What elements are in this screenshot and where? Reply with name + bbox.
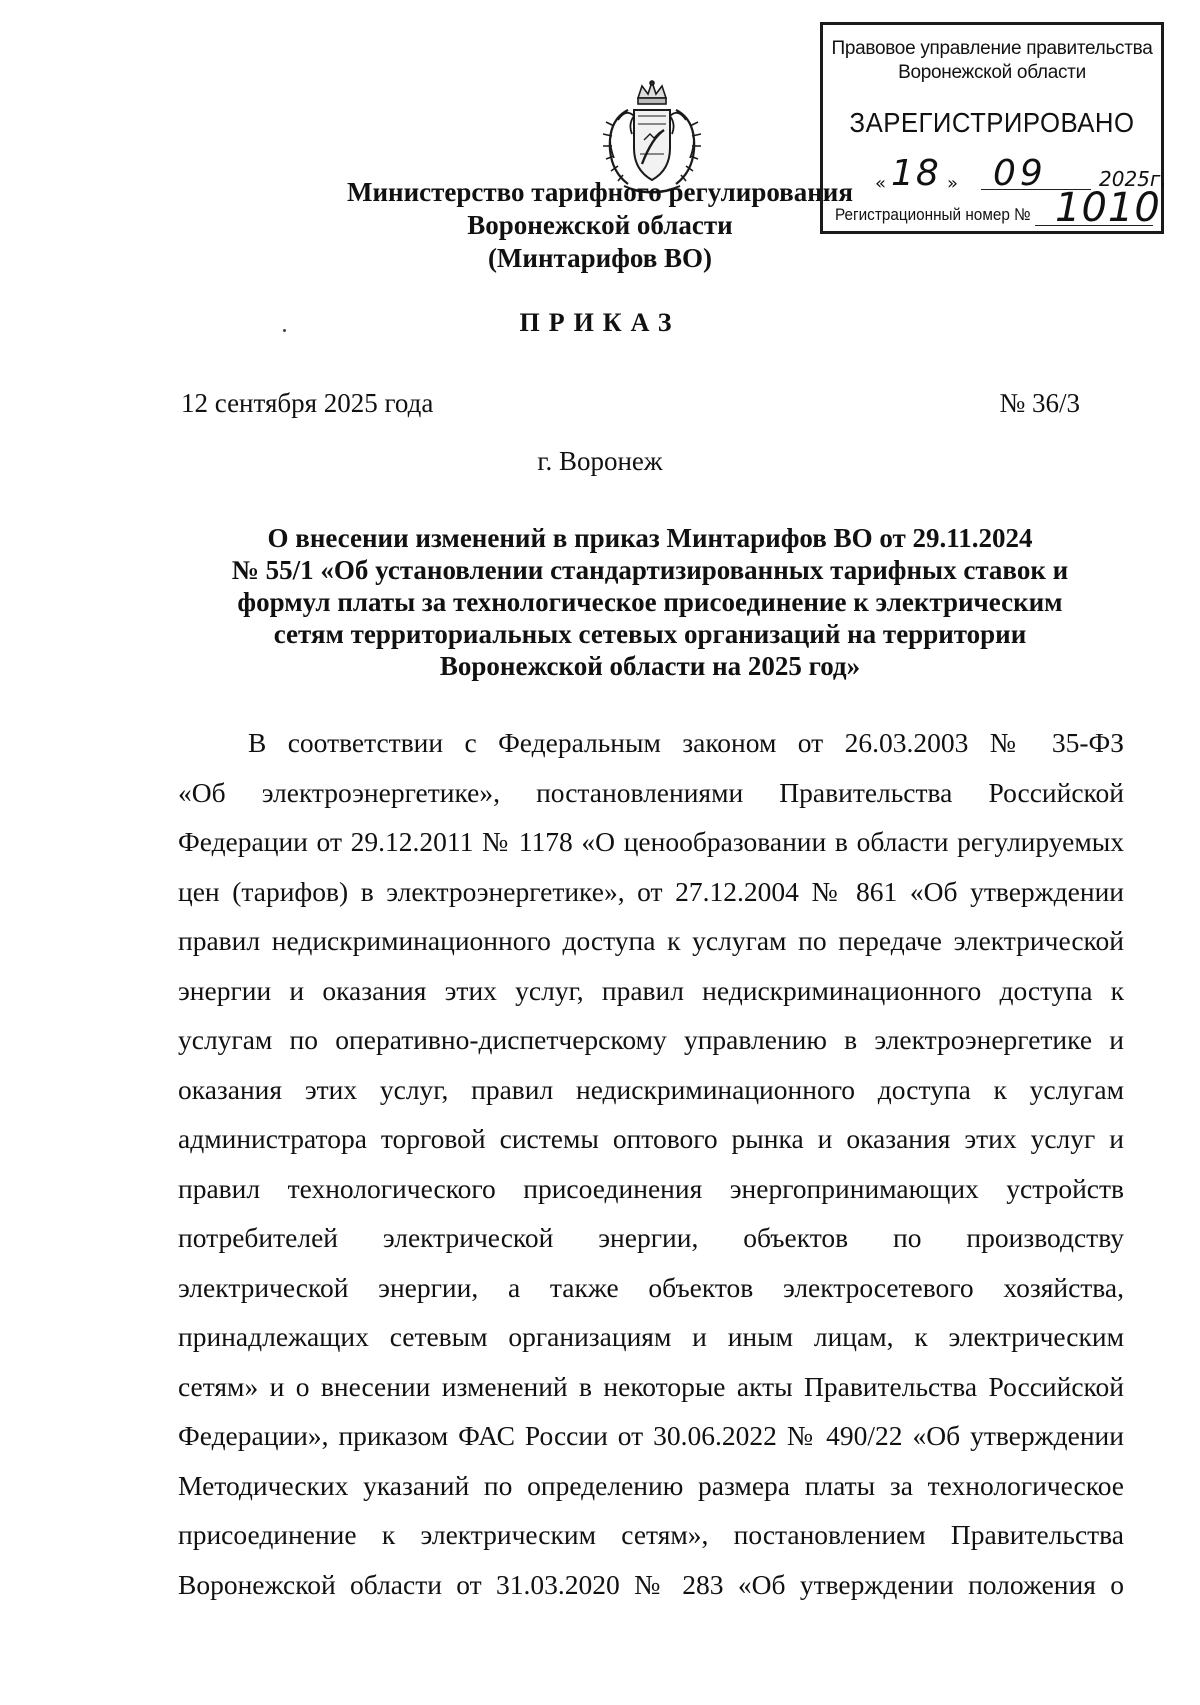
body-line: потребителей электрической энергии, объектов по производству — [178, 1222, 1124, 1253]
stamp-org-line2: Воронежской области — [898, 62, 1086, 83]
order-title: ПРИКАЗ — [519, 308, 681, 337]
stamp-day: 18 — [891, 153, 941, 194]
body-line: электрической энергии, а также объектов электросетевого хозяйства, — [178, 1271, 1124, 1303]
body-line: принадлежащих сетевым организациям и иным лицам, к электрическим — [178, 1321, 1124, 1352]
stamp-regno-label: Регистрационный номер № — [835, 205, 1031, 224]
order-subject — [170, 522, 1130, 682]
body-line: оказания этих услуг, правил недискриминационного доступа к услугам — [178, 1073, 1124, 1105]
body-line: Федерации», приказом ФАС России от 30.06.2022 № 490/22 «Об утверждении — [178, 1420, 1124, 1451]
body-line: администратора торговой системы оптового рынка и оказания этих услуг и — [178, 1123, 1124, 1154]
body-paragraph — [178, 718, 1124, 1609]
stamp-regno-value: 1010 — [1055, 185, 1161, 231]
stamp-registered-label: ЗАРЕГИСТРИРОВАНО — [849, 107, 1135, 138]
body-line: сетям» и о внесении изменений в некоторые акты Правительства Российской — [178, 1370, 1124, 1402]
order-number: № 36/3 — [999, 388, 1080, 418]
body-line: присоединение к электрическим сетям», постановлением Правительства — [178, 1519, 1124, 1550]
body-line: правил недискриминационного доступа к услугам по передаче электрической — [178, 925, 1124, 956]
body-line: В соответствии с Федеральным законом от 26.03.2003 № 35-ФЗ — [248, 727, 1124, 758]
stamp-organization — [823, 37, 1161, 85]
body-line: Методических указаний по определению размера платы за технологическое — [178, 1469, 1124, 1501]
body-line: Воронежской области от 31.03.2020 № 283 «Об утверждении положения о — [178, 1568, 1124, 1600]
subject-line: формул платы за технологическое присоединение к электрическим — [237, 587, 1063, 617]
subject-line: № 55/1 «Об установлении стандартизированных тарифных ставок и — [231, 555, 1069, 585]
stamp-quote-open: « — [875, 173, 887, 194]
ministry-name: Министерство тарифного регулирования — [347, 177, 853, 207]
body-line: энергии и оказания этих услуг, правил недискриминационного доступа к — [178, 974, 1124, 1006]
ministry-region: Воронежской области — [467, 210, 733, 240]
subject-line: Воронежской области на 2025 год» — [439, 651, 861, 681]
subject-line: О внесении изменений в приказ Минтарифов ВО от 29.11.2024 — [267, 523, 1033, 553]
subject-line: сетям территориальных сетевых организаций на территории — [273, 619, 1027, 649]
body-line: правил технологического присоединения энергопринимающих устройств — [178, 1172, 1124, 1204]
stamp-quote-close: » — [947, 173, 959, 194]
body-line: услугам по оперативно-диспетчерскому управлению в электроэнергетике и — [178, 1024, 1124, 1055]
body-line: «Об электроэнергетике», постановлениями Правительства Российской — [178, 776, 1124, 808]
order-date: 12 сентября 2025 года — [181, 388, 434, 418]
ministry-abbreviation: (Минтарифов ВО) — [487, 243, 713, 273]
body-line: цен (тарифов) в электроэнергетике», от 27.12.2004 № 861 «Об утверждении — [178, 875, 1124, 907]
stamp-org-line1: Правовое управление правительства — [831, 38, 1153, 59]
scan-speck — [283, 329, 286, 332]
stamp-year: 2025г. — [1099, 167, 1167, 191]
body-line: Федерации от 29.12.2011 № 1178 «О ценообразовании в области регулируемых — [178, 826, 1124, 857]
registration-stamp — [820, 22, 1167, 234]
order-city: г. Воронеж — [537, 446, 663, 476]
stamp-month: 09 — [993, 153, 1047, 194]
